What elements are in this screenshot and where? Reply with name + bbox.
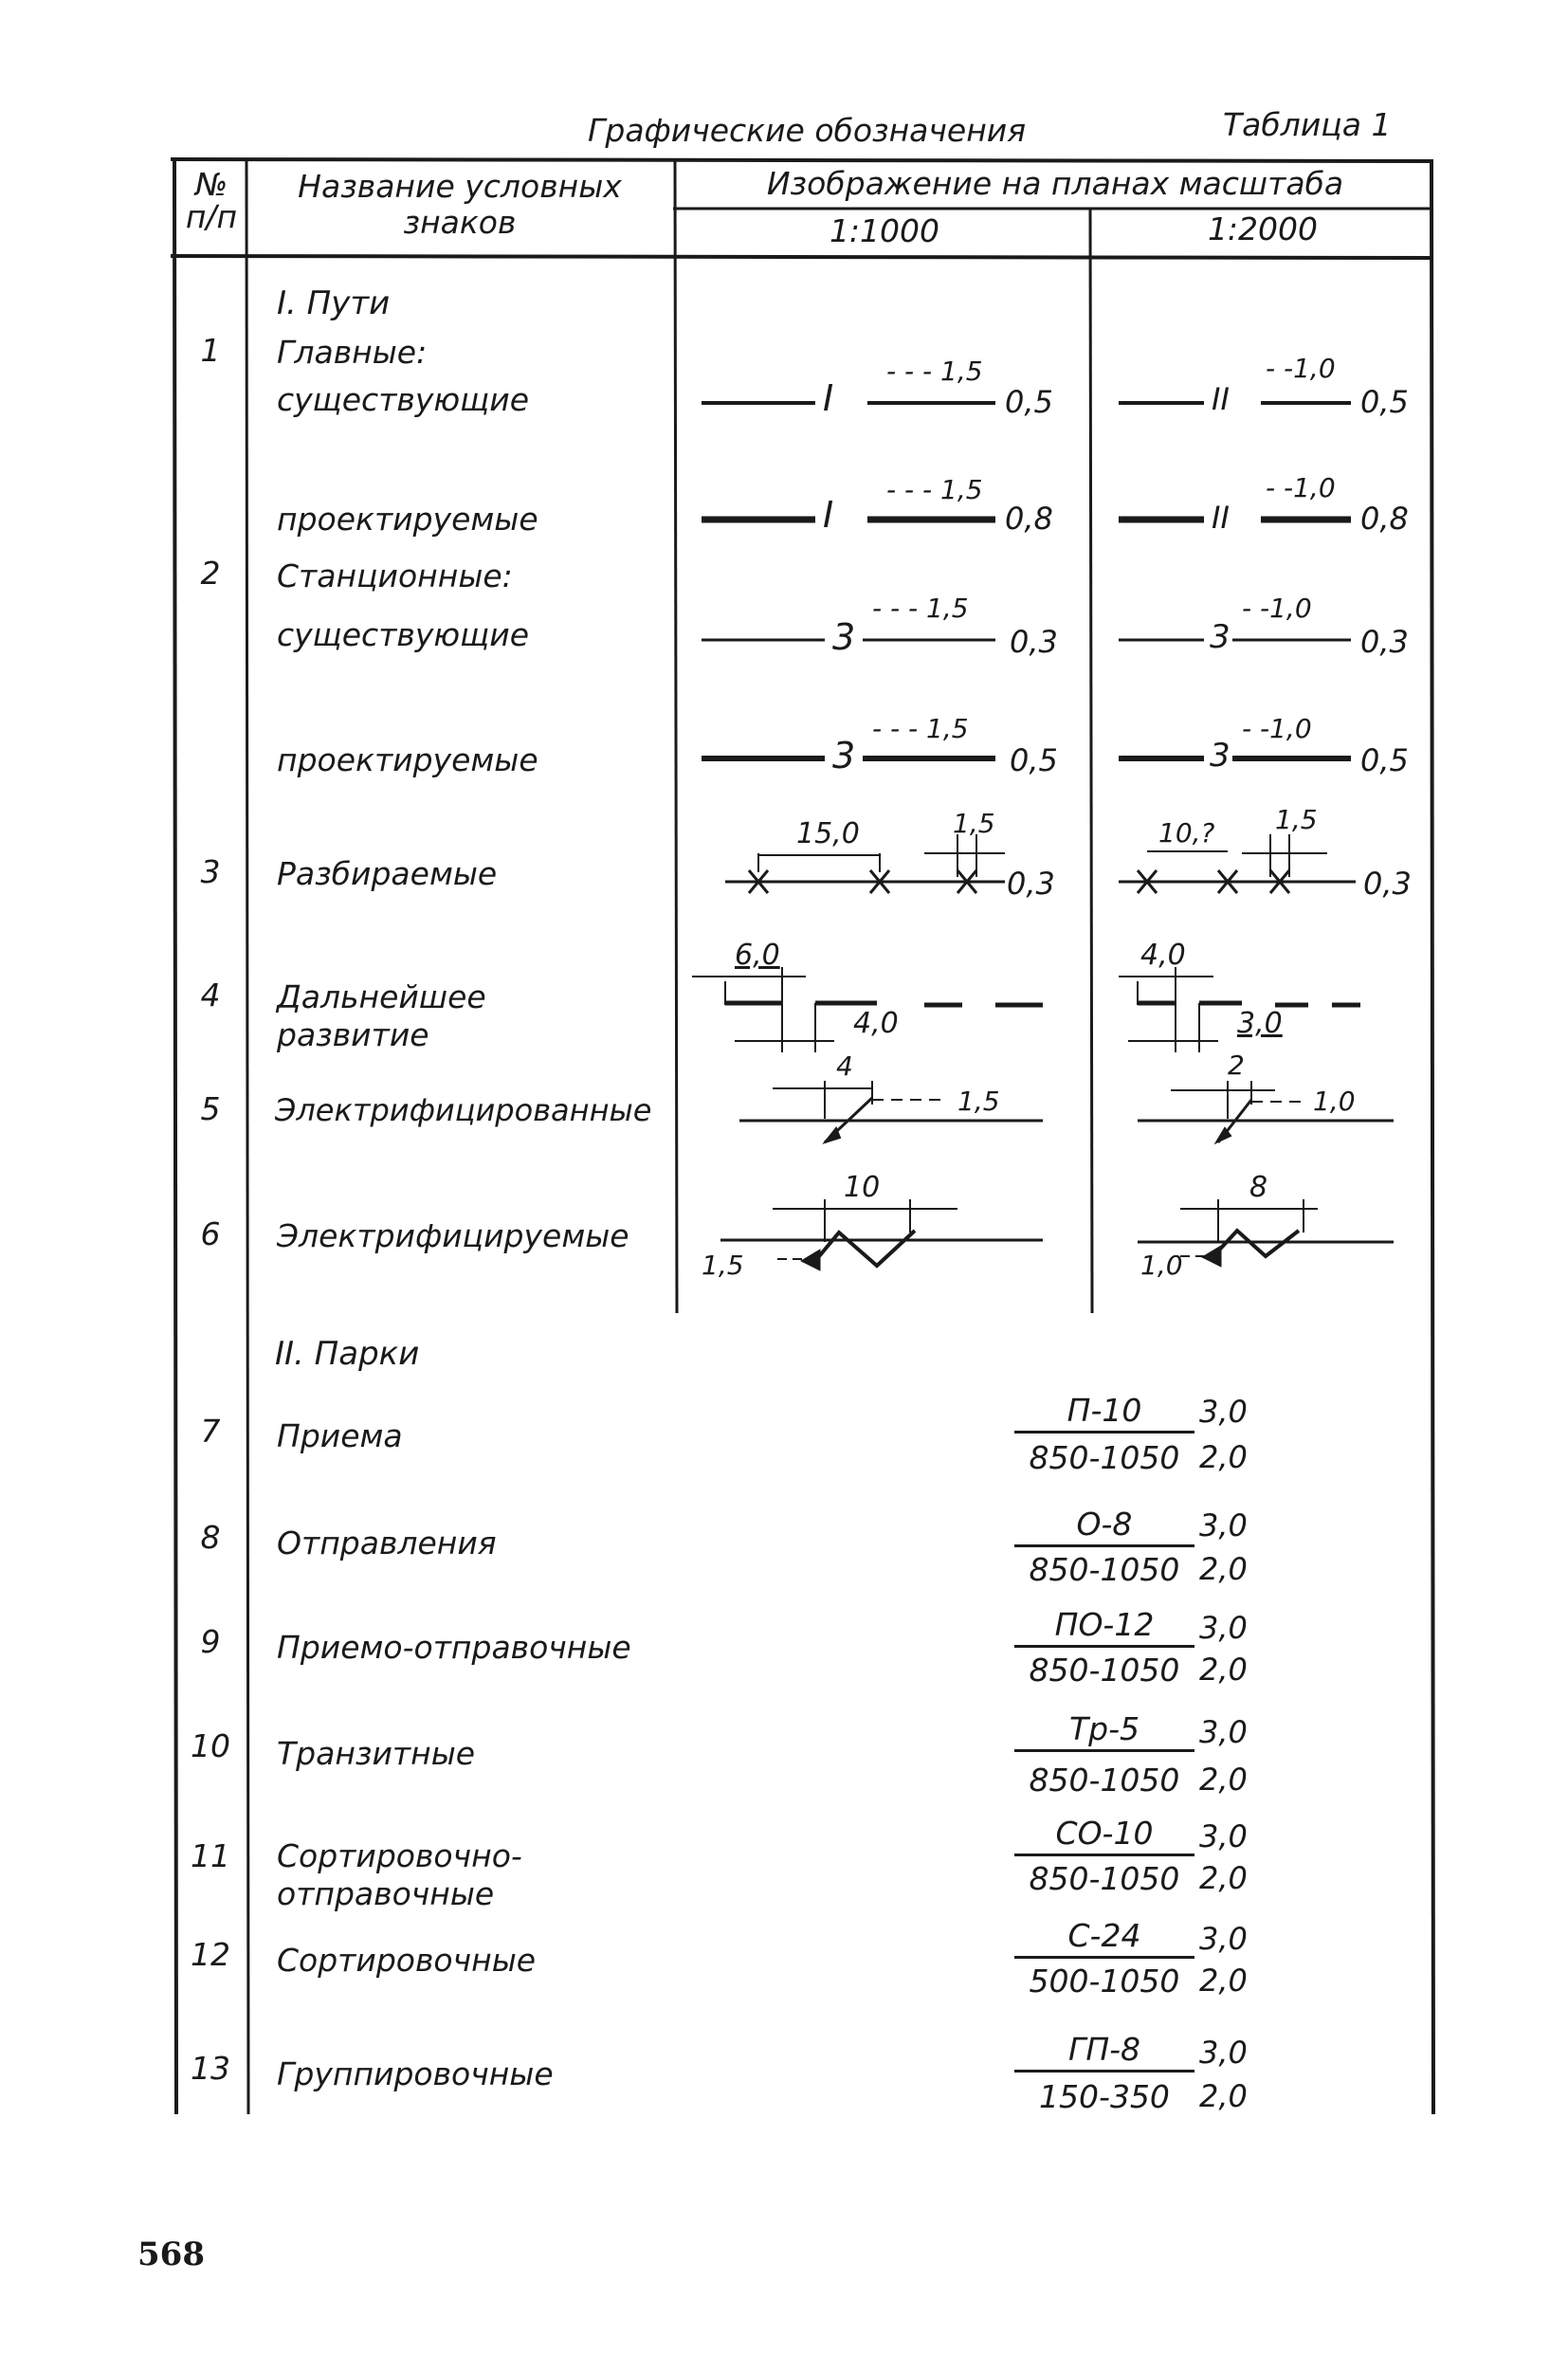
- dash-label: - -1,0: [1242, 593, 1312, 624]
- width-label: 1,5: [957, 1086, 1000, 1117]
- header-scale-2000: 1:2000: [1207, 210, 1319, 247]
- park-value: 2,0: [1199, 1963, 1248, 1999]
- park-value: 2,0: [1199, 1762, 1248, 1798]
- row-number: 2: [200, 555, 221, 592]
- row-name: Станционные:: [277, 557, 513, 594]
- park-code: С-24: [1014, 1917, 1194, 1959]
- park-length: 850-1050: [1029, 1860, 1180, 1897]
- width-label: 0,5: [1360, 384, 1409, 420]
- dash-label: - -1,0: [1266, 353, 1336, 384]
- dash-label: - - - 1,5: [886, 474, 983, 505]
- track-mark: I: [823, 377, 834, 419]
- park-code: О-8: [1014, 1506, 1194, 1547]
- row-number: 3: [200, 853, 221, 890]
- tick-label: 1,5: [953, 808, 995, 839]
- dash-label: - - - 1,5: [872, 713, 969, 744]
- dimension-label: 4,0: [1140, 939, 1186, 972]
- row-name: Приемо-отправочные: [277, 1629, 631, 1666]
- header-scale-1000: 1:1000: [829, 212, 940, 249]
- row-number: 1: [200, 332, 221, 369]
- park-value: 3,0: [1199, 1610, 1248, 1646]
- dash-label: - - - 1,5: [872, 593, 969, 624]
- dimension-label: 10: [844, 1171, 881, 1204]
- park-code: ГП-8: [1014, 2031, 1194, 2073]
- section-title-paths: I. Пути: [277, 284, 391, 322]
- row-number: 4: [200, 977, 221, 1014]
- track-mark: II: [1212, 381, 1230, 417]
- dimension-label: 8: [1249, 1171, 1268, 1204]
- row-number: 11: [191, 1837, 230, 1874]
- park-value: 3,0: [1199, 1714, 1248, 1750]
- dimension-label: 4,0: [853, 1007, 899, 1040]
- row-number: 5: [200, 1090, 221, 1127]
- row-number: 10: [191, 1727, 230, 1764]
- park-length: 850-1050: [1029, 1551, 1180, 1588]
- row-name: Отправления: [277, 1525, 497, 1561]
- row-name: проектируемые: [277, 501, 538, 538]
- park-length: 150-350: [1039, 2078, 1170, 2115]
- park-length: 850-1050: [1029, 1762, 1180, 1799]
- park-code: СО-10: [1014, 1815, 1194, 1856]
- park-value: 2,0: [1199, 1439, 1248, 1475]
- dash-label: - - - 1,5: [886, 356, 983, 387]
- row-name: Транзитные: [277, 1735, 476, 1772]
- park-code: ПО-12: [1014, 1606, 1194, 1648]
- row-name: Сортировочно-отправочные: [277, 1837, 522, 1912]
- park-value: 2,0: [1199, 1551, 1248, 1587]
- table-caption: Графические обозначения: [588, 112, 1027, 149]
- header-name: Название условных знаков: [298, 168, 622, 241]
- park-value: 3,0: [1199, 1394, 1248, 1430]
- section-title-parks: II. Парки: [275, 1335, 420, 1373]
- row-number: 9: [200, 1623, 221, 1660]
- park-code: П-10: [1014, 1392, 1194, 1434]
- row-name: Сортировочные: [277, 1942, 537, 1979]
- width-label: 1,0: [1140, 1250, 1183, 1281]
- track-mark: II: [1212, 500, 1230, 536]
- width-label: 0,5: [1005, 384, 1053, 420]
- dimension-label: 4: [836, 1050, 853, 1082]
- width-label: 0,5: [1360, 742, 1409, 778]
- row-name: Электрифицируемые: [277, 1217, 629, 1254]
- row-name: существующие: [277, 616, 530, 653]
- park-value: 2,0: [1199, 2078, 1248, 2114]
- width-label: 0,3: [1360, 624, 1409, 660]
- track-mark: 3: [832, 616, 856, 658]
- row-name: Дальнейшее развитие: [277, 978, 486, 1053]
- row-name: Группировочные: [277, 2055, 554, 2092]
- park-value: 3,0: [1199, 1507, 1248, 1543]
- dash-label: - -1,0: [1242, 713, 1312, 744]
- width-label: 1,5: [702, 1250, 744, 1281]
- park-length: 850-1050: [1029, 1439, 1180, 1476]
- header-num: № п/п: [185, 166, 238, 235]
- track-mark: I: [823, 494, 834, 536]
- row-number: 8: [200, 1519, 221, 1556]
- track-mark: 3: [832, 735, 856, 776]
- dimension-label: 3,0: [1237, 1007, 1283, 1040]
- row-name: Разбираемые: [277, 855, 498, 892]
- header-image: Изображение на планах масштаба: [766, 165, 1344, 202]
- track-mark: 3: [1210, 737, 1231, 775]
- park-value: 3,0: [1199, 1921, 1248, 1957]
- width-label: 0,5: [1010, 742, 1058, 778]
- span-label: 10,?: [1158, 817, 1215, 849]
- page-number: 568: [137, 2236, 205, 2274]
- span-label: 15,0: [796, 817, 860, 850]
- park-value: 2,0: [1199, 1652, 1248, 1688]
- park-length: 850-1050: [1029, 1652, 1180, 1689]
- park-code: Тр-5: [1014, 1710, 1194, 1752]
- track-mark: 3: [1210, 618, 1231, 656]
- tick-label: 1,5: [1275, 804, 1318, 835]
- width-label: 0,3: [1363, 866, 1412, 902]
- row-name: Приема: [277, 1417, 403, 1454]
- dimension-label: 6,0: [735, 939, 780, 972]
- park-value: 2,0: [1199, 1860, 1248, 1896]
- park-value: 3,0: [1199, 1818, 1248, 1854]
- row-number: 6: [200, 1215, 221, 1252]
- width-label: 0,3: [1010, 624, 1058, 660]
- row-number: 13: [191, 2050, 230, 2087]
- row-name: Главные:: [277, 334, 428, 371]
- table-label: Таблица 1: [1223, 106, 1392, 143]
- row-name: проектируемые: [277, 741, 538, 778]
- park-length: 500-1050: [1029, 1963, 1180, 2000]
- row-number: 7: [200, 1413, 221, 1450]
- park-value: 3,0: [1199, 2035, 1248, 2071]
- row-name: Электрифицированные: [275, 1092, 652, 1128]
- row-number: 12: [191, 1936, 230, 1973]
- dash-label: - -1,0: [1266, 472, 1336, 503]
- row-name: существующие: [277, 381, 530, 418]
- width-label: 0,8: [1005, 501, 1053, 537]
- width-label: 1,0: [1313, 1086, 1356, 1117]
- dimension-label: 2: [1228, 1050, 1245, 1081]
- width-label: 0,8: [1360, 501, 1409, 537]
- width-label: 0,3: [1007, 866, 1055, 902]
